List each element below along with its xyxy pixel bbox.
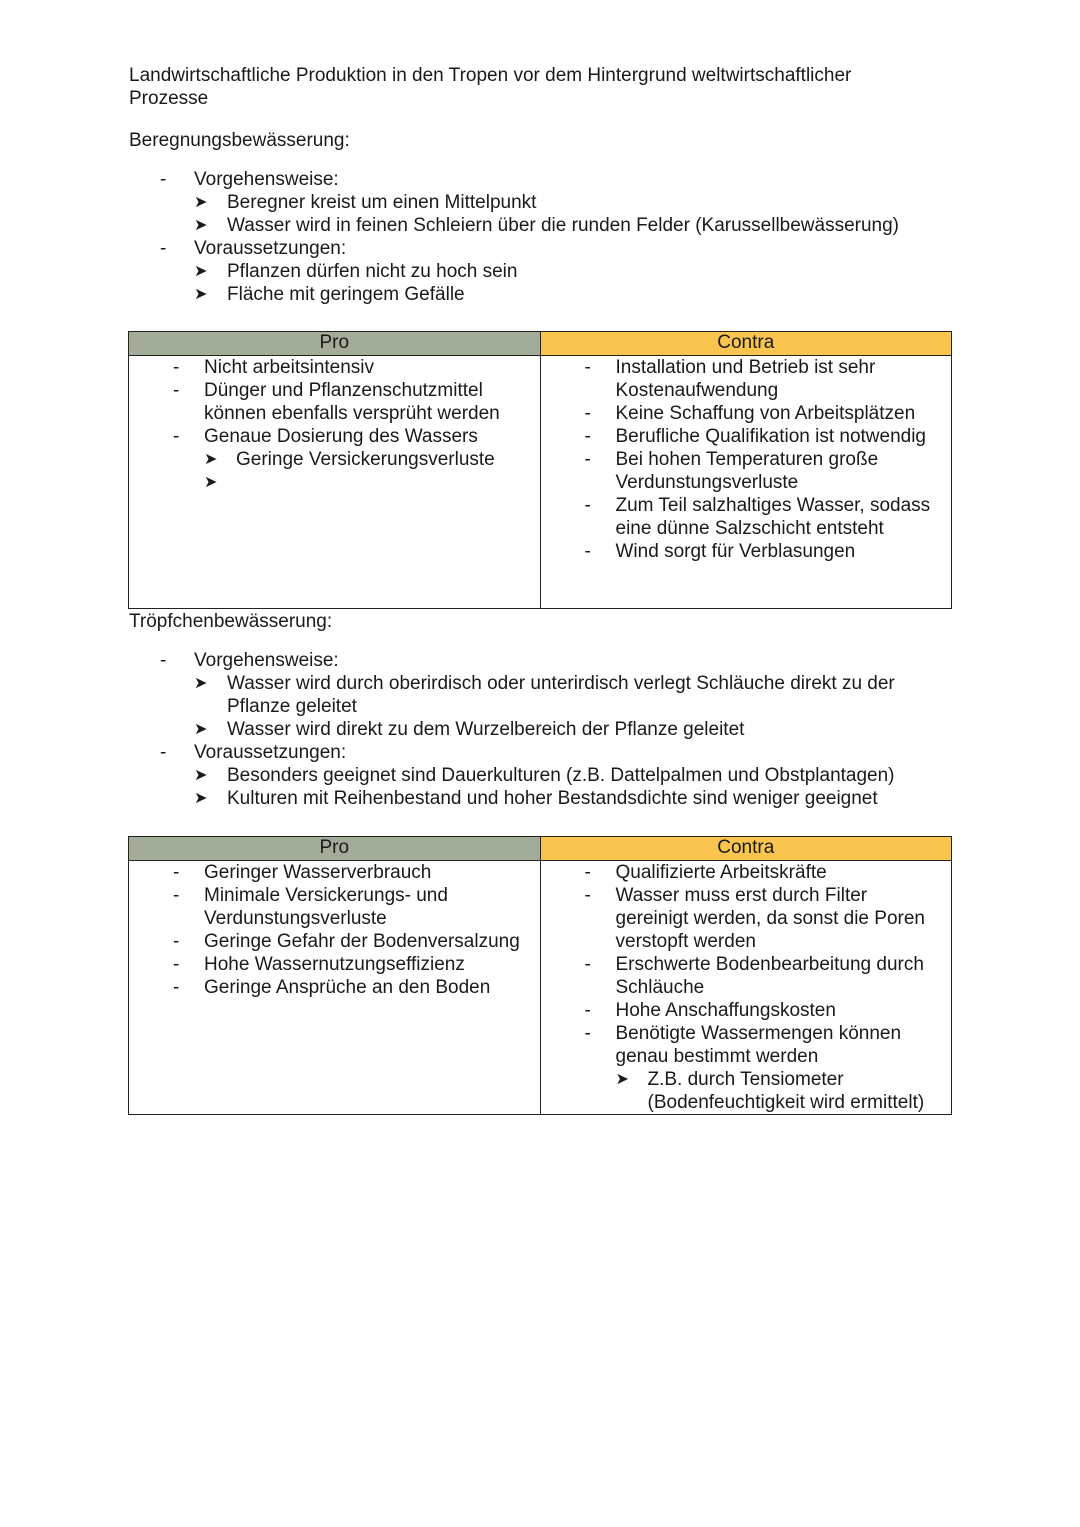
arrow-bullet-icon: ➤ [194, 286, 208, 303]
beregnung-outline [129, 168, 1009, 306]
procedure-label: Vorgehensweise: [194, 169, 339, 190]
contra-header: Contra [540, 837, 952, 861]
list-item: - Zum Teil salzhaltiges Wasser, sodass eine dünne Salzschicht entsteht [584, 495, 931, 539]
procedure-label: Vorgehensweise: [194, 650, 339, 671]
section-heading-troepfchen: Tröpfchenbewässerung: [129, 611, 333, 632]
list-item: - Geringe Ansprüche an den Boden [173, 977, 491, 998]
list-item: - Genaue Dosierung des Wassers ➤ Geringe Versickerungsverluste ➤ [129, 425, 540, 494]
arrow-bullet-icon: ➤ [204, 474, 218, 491]
pro-contra-table-troepfchen [128, 836, 952, 1115]
list-item: ➤ Wasser wird in feinen Schleiern über die runden Felder (Karussellbewässerung) [194, 215, 900, 236]
list-item: - Bei hohen Temperaturen große Verdunstungsverluste [584, 449, 879, 493]
arrow-bullet-icon: ➤ [194, 675, 208, 692]
contra-cell [540, 356, 952, 609]
contra-cell [540, 861, 952, 1115]
list-item: ➤ Beregner kreist um einen Mittelpunkt [194, 192, 537, 213]
arrow-bullet-icon: ➤ [194, 263, 208, 280]
list-item: ➤ Geringe Versickerungsverluste [204, 449, 495, 470]
page-title: Landwirtschaftliche Produktion in den Tropen vor dem Hintergrund weltwirtschaftlicher Prozesse [129, 65, 852, 109]
contra-header: Contra [540, 332, 952, 356]
list-item: - Keine Schaffung von Arbeitsplätzen [584, 403, 916, 424]
list-item: ➤ Fläche mit geringem Gefälle [194, 284, 465, 305]
list-item: - Wasser muss erst durch Filter gereinigt werden, da sonst die Poren verstopft werden [584, 885, 925, 952]
dash-bullet: - [160, 169, 167, 190]
outline-item-requirements [129, 237, 1009, 306]
arrow-bullet-icon: ➤ [194, 194, 208, 211]
pro-header: Pro [129, 332, 541, 356]
arrow-bullet-icon: ➤ [194, 721, 208, 738]
list-item: - Geringe Gefahr der Bodenversalzung [173, 931, 520, 952]
dash-bullet: - [160, 742, 167, 763]
arrow-bullet-icon: ➤ [194, 217, 208, 234]
outline-item-requirements [129, 741, 1009, 810]
list-item: ➤ Pflanzen dürfen nicht zu hoch sein [194, 261, 518, 282]
list-item: - Nicht arbeitsintensiv [173, 357, 375, 378]
list-item: - Geringer Wasserverbrauch [173, 862, 432, 883]
pro-cell [129, 861, 541, 1115]
requirements-label: Voraussetzungen: [194, 238, 347, 259]
requirements-label: Voraussetzungen: [194, 742, 347, 763]
list-item: ➤ Wasser wird durch oberirdisch oder unterirdisch verlegt Schläuche direkt zu der Pflanze geleitet [194, 673, 895, 717]
dash-bullet: - [160, 238, 167, 259]
list-item: ➤ Wasser wird direkt zu dem Wurzelbereich der Pflanze geleitet [194, 719, 745, 740]
list-item: ➤ Kulturen mit Reihenbestand und hoher Bestandsdichte sind weniger geeignet [194, 788, 878, 809]
list-item: - Erschwerte Bodenbearbeitung durch Schläuche [584, 954, 924, 998]
arrow-bullet-icon: ➤ [194, 790, 208, 807]
list-item: - Hohe Anschaffungskosten [584, 1000, 836, 1021]
arrow-bullet-icon: ➤ [615, 1071, 629, 1088]
list-item: ➤ Besonders geeignet sind Dauerkulturen (z.B. Dattelpalmen und Obstplantagen) [194, 765, 895, 786]
outline-item-procedure [129, 649, 1009, 741]
troepfchen-outline [129, 649, 1009, 810]
section-heading-beregnung: Beregnungsbewässerung: [129, 130, 350, 151]
list-item: - Installation und Betrieb ist sehr Kostenaufwendung [584, 357, 876, 401]
list-item: - Berufliche Qualifikation ist notwendig [584, 426, 927, 447]
dash-bullet: - [160, 650, 167, 671]
pro-cell [129, 356, 541, 609]
list-item: - Benötigte Wassermengen können genau bestimmt werden ➤ Z.B. durch Tensiometer (Bodenfeuchtigkeit wird ermittelt) [541, 1022, 952, 1114]
pro-contra-table-beregnung [128, 331, 952, 609]
outline-item-procedure [129, 168, 1009, 237]
list-item: ➤ Z.B. durch Tensiometer (Bodenfeuchtigkeit wird ermittelt) [615, 1069, 925, 1113]
list-item: - Dünger und Pflanzenschutzmittel können ebenfalls versprüht werden [173, 380, 500, 424]
list-item [204, 471, 534, 494]
arrow-bullet-icon: ➤ [194, 767, 208, 784]
list-item: - Qualifizierte Arbeitskräfte [584, 862, 827, 883]
list-item: - Hohe Wassernutzungseffizienz [173, 954, 465, 975]
arrow-bullet-icon: ➤ [204, 451, 218, 468]
pro-header: Pro [129, 837, 541, 861]
list-item: - Minimale Versickerungs- und Verdunstungsverluste [173, 885, 448, 929]
list-item: - Wind sorgt für Verblasungen [584, 541, 856, 562]
